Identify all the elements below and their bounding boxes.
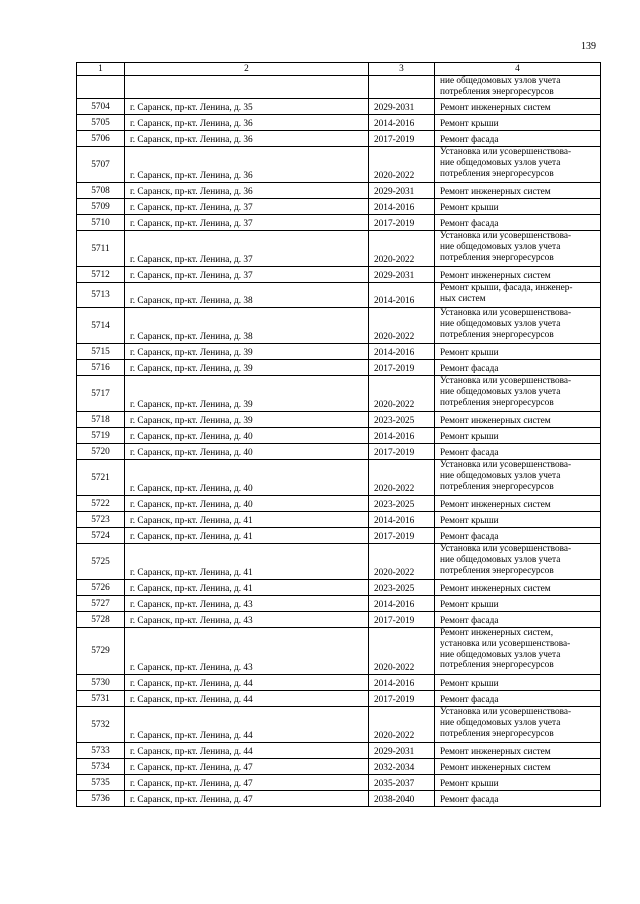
address-cell: г. Саранск, пр-кт. Ленина, д. 47 — [125, 759, 369, 775]
column-header-3: 3 — [369, 63, 435, 76]
work-type-cell — [435, 580, 601, 596]
continuation-num-cell — [77, 76, 125, 99]
work-line: потребления энергоресурсов — [440, 329, 554, 340]
row-number-cell: 5726 — [77, 580, 125, 596]
period-cell: 2014-2016 — [369, 428, 435, 444]
address-cell: г. Саранск, пр-кт. Ленина, д. 36 — [125, 183, 369, 199]
work-line: Установка или усовершенствова- — [440, 147, 572, 158]
work-type-cell — [435, 115, 601, 131]
table-row — [77, 444, 601, 460]
work-line: потребления энергоресурсов — [440, 660, 554, 671]
period-cell: 2029-2031 — [369, 743, 435, 759]
period-cell: 2017-2019 — [369, 691, 435, 707]
row-number-cell: 5717 — [77, 376, 125, 412]
period-cell: 2020-2022 — [369, 460, 435, 496]
work-type-cell — [435, 707, 601, 743]
table-row — [77, 596, 601, 612]
row-number-cell: 5721 — [77, 460, 125, 496]
row-number-cell: 5719 — [77, 428, 125, 444]
table-row — [77, 115, 601, 131]
table-row — [77, 544, 601, 580]
table-row — [77, 360, 601, 376]
work-type-cell — [435, 612, 601, 628]
period-cell: 2014-2016 — [369, 596, 435, 612]
address-cell: г. Саранск, пр-кт. Ленина, д. 38 — [125, 283, 369, 308]
table-row — [77, 99, 601, 115]
period-cell: 2035-2037 — [369, 775, 435, 791]
row-number-cell: 5709 — [77, 199, 125, 215]
period-cell: 2014-2016 — [369, 199, 435, 215]
work-line: Ремонт инженерных систем — [440, 102, 551, 113]
column-header-4: 4 — [435, 63, 601, 76]
period-cell: 2014-2016 — [369, 344, 435, 360]
table-row — [77, 199, 601, 215]
table-row — [77, 528, 601, 544]
row-number-cell: 5723 — [77, 512, 125, 528]
address-cell: г. Саранск, пр-кт. Ленина, д. 43 — [125, 596, 369, 612]
table-header-row — [77, 63, 601, 76]
address-cell: г. Саранск, пр-кт. Ленина, д. 41 — [125, 528, 369, 544]
period-cell: 2017-2019 — [369, 444, 435, 460]
address-cell: г. Саранск, пр-кт. Ленина, д. 37 — [125, 215, 369, 231]
row-number-cell: 5714 — [77, 308, 125, 344]
address-cell: г. Саранск, пр-кт. Ленина, д. 41 — [125, 512, 369, 528]
work-type-cell — [435, 743, 601, 759]
work-type-cell — [435, 496, 601, 512]
table-row — [77, 775, 601, 791]
row-number-cell: 5712 — [77, 267, 125, 283]
work-type-cell — [435, 360, 601, 376]
table-row — [77, 496, 601, 512]
work-type-cell — [435, 99, 601, 115]
table-row — [77, 460, 601, 496]
work-line: потребления энергоресурсов — [440, 565, 554, 576]
period-cell: 2020-2022 — [369, 308, 435, 344]
address-cell: г. Саранск, пр-кт. Ленина, д. 36 — [125, 131, 369, 147]
table-row — [77, 743, 601, 759]
work-type-cell — [435, 283, 601, 308]
address-cell: г. Саранск, пр-кт. Ленина, д. 38 — [125, 308, 369, 344]
work-type-cell — [435, 412, 601, 428]
work-line: ние общедомовых узлов учета — [440, 158, 561, 169]
address-cell: г. Саранск, пр-кт. Ленина, д. 39 — [125, 360, 369, 376]
work-line: Ремонт крыши — [440, 599, 499, 610]
period-cell: 2023-2025 — [369, 412, 435, 428]
row-number-cell: 5710 — [77, 215, 125, 231]
address-cell: г. Саранск, пр-кт. Ленина, д. 40 — [125, 444, 369, 460]
row-number-cell: 5732 — [77, 707, 125, 743]
period-cell: 2029-2031 — [369, 183, 435, 199]
period-cell: 2020-2022 — [369, 628, 435, 675]
work-type-cell — [435, 376, 601, 412]
work-line: Ремонт фасада — [440, 134, 499, 145]
work-type-cell — [435, 444, 601, 460]
row-number-cell: 5731 — [77, 691, 125, 707]
period-cell: 2020-2022 — [369, 147, 435, 183]
work-line: потребления энергоресурсов — [440, 728, 554, 739]
work-line: потребления энергоресурсов — [440, 86, 554, 97]
work-line: Ремонт крыши — [440, 431, 499, 442]
table-row — [77, 691, 601, 707]
address-cell: г. Саранск, пр-кт. Ленина, д. 47 — [125, 775, 369, 791]
work-line: потребления энергоресурсов — [440, 481, 554, 492]
table-row — [77, 308, 601, 344]
row-number-cell: 5713 — [77, 283, 125, 308]
period-cell: 2017-2019 — [369, 360, 435, 376]
work-line: ние общедомовых узлов учета — [440, 471, 561, 482]
address-cell: г. Саранск, пр-кт. Ленина, д. 40 — [125, 496, 369, 512]
address-cell: г. Саранск, пр-кт. Ленина, д. 40 — [125, 428, 369, 444]
row-number-cell: 5708 — [77, 183, 125, 199]
row-number-cell: 5716 — [77, 360, 125, 376]
address-cell: г. Саранск, пр-кт. Ленина, д. 41 — [125, 544, 369, 580]
work-line: Ремонт инженерных систем — [440, 499, 551, 510]
continuation-period-cell — [369, 76, 435, 99]
address-cell: г. Саранск, пр-кт. Ленина, д. 39 — [125, 412, 369, 428]
work-line: Ремонт крыши — [440, 347, 499, 358]
work-type-cell — [435, 131, 601, 147]
continuation-row — [77, 76, 601, 99]
work-type-cell — [435, 596, 601, 612]
work-line: Ремонт крыши — [440, 778, 499, 789]
work-line: ние общедомовых узлов учета — [440, 649, 561, 660]
work-line: Ремонт инженерных систем — [440, 270, 551, 281]
address-cell: г. Саранск, пр-кт. Ленина, д. 47 — [125, 791, 369, 807]
period-cell: 2023-2025 — [369, 580, 435, 596]
period-cell: 2029-2031 — [369, 267, 435, 283]
work-type-cell — [435, 183, 601, 199]
work-type-cell — [435, 460, 601, 496]
address-cell: г. Саранск, пр-кт. Ленина, д. 37 — [125, 267, 369, 283]
period-cell: 2017-2019 — [369, 131, 435, 147]
row-number-cell: 5718 — [77, 412, 125, 428]
period-cell: 2020-2022 — [369, 231, 435, 267]
work-line: потребления энергоресурсов — [440, 252, 554, 263]
work-type-cell — [435, 691, 601, 707]
work-line: Ремонт фасада — [440, 615, 499, 626]
row-number-cell: 5735 — [77, 775, 125, 791]
work-line: Установка или усовершенствова- — [440, 376, 572, 387]
work-type-cell — [435, 231, 601, 267]
period-cell: 2017-2019 — [369, 528, 435, 544]
work-line: Ремонт инженерных систем — [440, 746, 551, 757]
work-line: Ремонт фасада — [440, 363, 499, 374]
table-row — [77, 512, 601, 528]
address-cell: г. Саранск, пр-кт. Ленина, д. 36 — [125, 147, 369, 183]
address-cell: г. Саранск, пр-кт. Ленина, д. 44 — [125, 675, 369, 691]
table-row — [77, 183, 601, 199]
work-line: Ремонт крыши — [440, 515, 499, 526]
table-row — [77, 267, 601, 283]
address-cell: г. Саранск, пр-кт. Ленина, д. 40 — [125, 460, 369, 496]
work-line: ние общедомовых узлов учета — [440, 319, 561, 330]
work-line: Установка или усовершенствова- — [440, 231, 572, 242]
work-line: потребления энергоресурсов — [440, 397, 554, 408]
table-row — [77, 376, 601, 412]
address-cell: г. Саранск, пр-кт. Ленина, д. 39 — [125, 344, 369, 360]
period-cell: 2017-2019 — [369, 215, 435, 231]
period-cell: 2020-2022 — [369, 544, 435, 580]
page-number: 139 — [581, 41, 596, 52]
period-cell: 2014-2016 — [369, 512, 435, 528]
row-number-cell: 5722 — [77, 496, 125, 512]
work-line: Ремонт фасада — [440, 218, 499, 229]
work-type-cell — [435, 428, 601, 444]
work-line: Ремонт инженерных систем — [440, 415, 551, 426]
address-cell: г. Саранск, пр-кт. Ленина, д. 44 — [125, 707, 369, 743]
work-line: Ремонт крыши — [440, 202, 499, 213]
work-line: потребления энергоресурсов — [440, 168, 554, 179]
period-cell: 2023-2025 — [369, 496, 435, 512]
row-number-cell: 5728 — [77, 612, 125, 628]
period-cell: 2032-2034 — [369, 759, 435, 775]
table-row — [77, 231, 601, 267]
continuation-work-cell — [435, 76, 601, 99]
work-line: ние общедомовых узлов учета — [440, 718, 561, 729]
work-line: Ремонт инженерных систем — [440, 762, 551, 773]
work-line: Ремонт фасада — [440, 694, 499, 705]
address-cell: г. Саранск, пр-кт. Ленина, д. 35 — [125, 99, 369, 115]
work-type-cell — [435, 675, 601, 691]
table-row — [77, 759, 601, 775]
period-cell: 2014-2016 — [369, 283, 435, 308]
table-row — [77, 283, 601, 308]
work-line: Ремонт инженерных систем — [440, 583, 551, 594]
period-cell: 2038-2040 — [369, 791, 435, 807]
work-line: ных систем — [440, 294, 486, 305]
period-cell: 2017-2019 — [369, 612, 435, 628]
work-line: Ремонт крыши — [440, 118, 499, 129]
work-line: Установка или усовершенствова- — [440, 460, 572, 471]
row-number-cell: 5706 — [77, 131, 125, 147]
work-line: Ремонт фасада — [440, 794, 499, 805]
row-number-cell: 5736 — [77, 791, 125, 807]
row-number-cell: 5725 — [77, 544, 125, 580]
work-line: ние общедомовых узлов учета — [440, 555, 561, 566]
table-row — [77, 131, 601, 147]
work-line: ние общедомовых узлов учета — [440, 76, 561, 86]
address-cell: г. Саранск, пр-кт. Ленина, д. 36 — [125, 115, 369, 131]
work-type-cell — [435, 528, 601, 544]
work-line: ние общедомовых узлов учета — [440, 387, 561, 398]
row-number-cell: 5704 — [77, 99, 125, 115]
table-row — [77, 707, 601, 743]
repair-schedule-table — [76, 62, 601, 807]
table-row — [77, 344, 601, 360]
column-header-1: 1 — [77, 63, 125, 76]
row-number-cell: 5720 — [77, 444, 125, 460]
table-row — [77, 628, 601, 675]
period-cell: 2014-2016 — [369, 675, 435, 691]
address-cell: г. Саранск, пр-кт. Ленина, д. 37 — [125, 231, 369, 267]
row-number-cell: 5705 — [77, 115, 125, 131]
table-row — [77, 675, 601, 691]
address-cell: г. Саранск, пр-кт. Ленина, д. 37 — [125, 199, 369, 215]
row-number-cell: 5727 — [77, 596, 125, 612]
row-number-cell: 5729 — [77, 628, 125, 675]
work-type-cell — [435, 791, 601, 807]
table-row — [77, 147, 601, 183]
address-cell: г. Саранск, пр-кт. Ленина, д. 39 — [125, 376, 369, 412]
address-cell: г. Саранск, пр-кт. Ленина, д. 44 — [125, 743, 369, 759]
row-number-cell: 5707 — [77, 147, 125, 183]
period-cell: 2014-2016 — [369, 115, 435, 131]
continuation-address-cell — [125, 76, 369, 99]
work-line: Ремонт инженерных систем — [440, 186, 551, 197]
work-line: Установка или усовершенствова- — [440, 308, 572, 319]
period-cell: 2020-2022 — [369, 707, 435, 743]
work-line: Ремонт крыши — [440, 678, 499, 689]
work-line: установка или усовершенствова- — [440, 639, 571, 650]
row-number-cell: 5724 — [77, 528, 125, 544]
table-body — [77, 76, 601, 807]
work-line: Ремонт крыши, фасада, инженер- — [440, 283, 573, 294]
work-type-cell — [435, 628, 601, 675]
address-cell: г. Саранск, пр-кт. Ленина, д. 41 — [125, 580, 369, 596]
table-row — [77, 412, 601, 428]
work-line: Ремонт инженерных систем, — [440, 628, 554, 639]
work-type-cell — [435, 308, 601, 344]
work-line: ние общедомовых узлов учета — [440, 242, 561, 253]
period-cell: 2020-2022 — [369, 376, 435, 412]
table-row — [77, 428, 601, 444]
row-number-cell: 5733 — [77, 743, 125, 759]
row-number-cell: 5711 — [77, 231, 125, 267]
table-row — [77, 791, 601, 807]
work-type-cell — [435, 215, 601, 231]
work-line: Установка или усовершенствова- — [440, 707, 572, 718]
work-line: Ремонт фасада — [440, 447, 499, 458]
work-type-cell — [435, 147, 601, 183]
row-number-cell: 5734 — [77, 759, 125, 775]
work-type-cell — [435, 759, 601, 775]
address-cell: г. Саранск, пр-кт. Ленина, д. 44 — [125, 691, 369, 707]
work-type-cell — [435, 199, 601, 215]
row-number-cell: 5715 — [77, 344, 125, 360]
row-number-cell: 5730 — [77, 675, 125, 691]
table-row — [77, 215, 601, 231]
table-row — [77, 580, 601, 596]
work-type-cell — [435, 344, 601, 360]
work-type-cell — [435, 512, 601, 528]
address-cell: г. Саранск, пр-кт. Ленина, д. 43 — [125, 612, 369, 628]
table-row — [77, 612, 601, 628]
work-type-cell — [435, 544, 601, 580]
column-header-2: 2 — [125, 63, 369, 76]
work-line: Ремонт фасада — [440, 531, 499, 542]
address-cell: г. Саранск, пр-кт. Ленина, д. 43 — [125, 628, 369, 675]
work-type-cell — [435, 775, 601, 791]
work-line: Установка или усовершенствова- — [440, 544, 572, 555]
work-type-cell — [435, 267, 601, 283]
period-cell: 2029-2031 — [369, 99, 435, 115]
